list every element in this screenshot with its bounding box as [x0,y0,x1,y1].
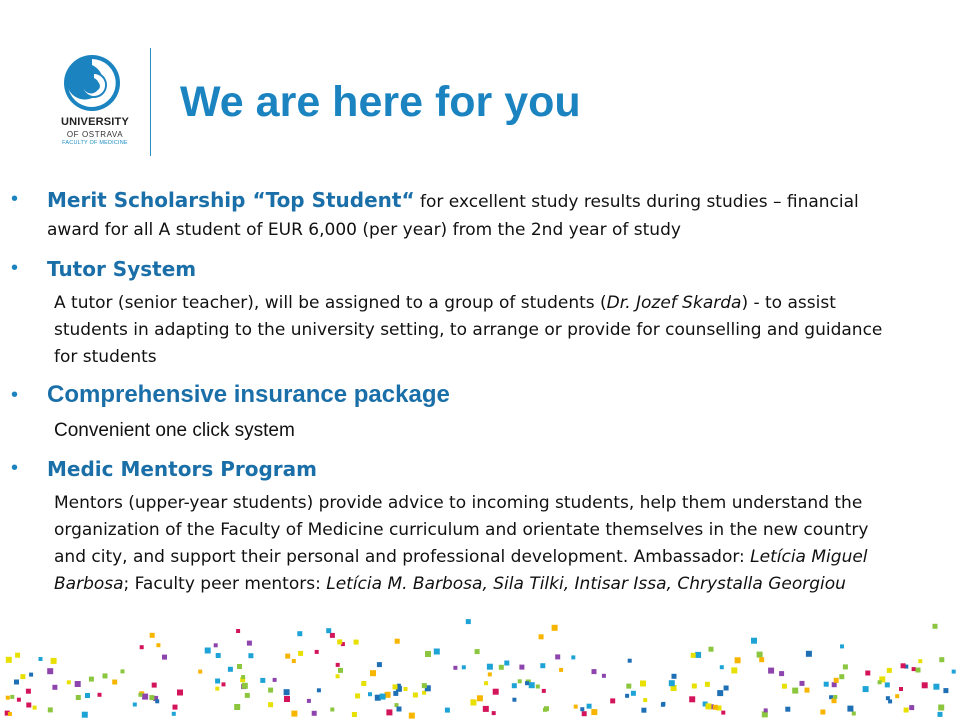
confetti-square [338,668,343,673]
bullet-icon: • [11,188,19,210]
confetti-square [326,628,331,633]
confetti-square [312,711,317,716]
confetti-square [234,704,240,710]
confetti-square [916,668,921,673]
confetti-square [404,687,408,691]
confetti-square [582,711,587,716]
confetti-square [706,703,712,709]
confetti-square [177,690,183,696]
confetti-square [539,634,544,639]
confetti-square [205,648,211,654]
confetti-square [721,711,725,715]
confetti-square [571,655,575,659]
confetti-square [156,643,160,647]
confetti-square [901,663,906,668]
confetti-square [297,631,302,636]
confetti-square [354,640,359,645]
confetti-square [938,705,944,711]
confetti-square [631,691,636,696]
confetti-square [307,699,311,703]
bullet-icon: • [11,384,19,406]
confetti-square [260,678,265,683]
confetti-square [291,711,297,717]
confetti-square [709,647,714,652]
ambassador-name: Letícia Miguel [750,547,868,567]
confetti-square [800,681,805,686]
confetti-square [152,683,157,688]
confetti-square [938,712,943,717]
logo-university-text: UNIVERSITY [60,116,129,128]
confetti-square [625,694,629,698]
confetti-square [724,686,729,691]
confetti-square [806,651,812,657]
mentors-line-3 [54,547,868,567]
confetti-square [544,706,549,711]
confetti-square [215,687,219,691]
confetti-square [863,686,869,692]
confetti-square [380,694,386,700]
confetti-square [29,673,33,677]
confetti-square [8,712,12,716]
confetti-square [878,680,882,684]
confetti-square [695,652,701,658]
confetti-square [413,693,418,698]
confetti-square [512,683,517,688]
confetti-square [236,629,240,633]
confetti-square [397,707,402,712]
confetti-square [33,706,37,710]
tutor-system-line-1 [54,293,836,313]
confetti-square [689,696,695,702]
confetti-square [142,694,148,700]
confetti-square [51,658,57,664]
confetti-square [172,712,176,716]
confetti-square [552,625,558,631]
confetti-square [610,698,615,703]
confetti-square [222,682,226,686]
confetti-square [395,639,400,644]
confetti-square [933,624,938,629]
confetti-square [292,659,296,663]
confetti-decoration [0,615,960,720]
confetti-square [52,685,57,690]
confetti-square [779,671,784,676]
confetti-square [484,681,488,685]
confetti-square [14,680,19,685]
confetti-square [720,665,724,669]
confetti-square [445,708,450,713]
confetti-square [759,657,764,662]
confetti-square [525,681,529,685]
logo-ostrava-text: OF OSTRAVA [66,130,124,139]
confetti-square [273,678,277,682]
mentors-line-1: Mentors (upper-year students) provide advice to incoming students, help them understand the [54,493,863,513]
confetti-square [661,703,665,707]
confetti-square [640,681,646,687]
mentors-line-4-text: ; Faculty peer mentors: [123,574,327,594]
confetti-square [717,690,723,696]
page-title: We are here for you [180,78,581,126]
confetti-square [39,657,43,661]
confetti-square [245,693,250,698]
tutor-line-1-text: A tutor (senior teacher), will be assigned to a group of students ( [54,293,607,313]
confetti-square [628,659,632,663]
confetti-square [317,688,321,692]
confetti-square [839,674,844,679]
confetti-square [512,698,516,702]
confetti-square [315,650,319,654]
confetti-square [121,669,125,673]
confetti-square [757,652,763,658]
confetti-square [268,702,273,707]
confetti-square [751,638,757,644]
merit-scholarship-heading [47,188,859,212]
confetti-square [542,689,546,693]
medic-mentors-heading: Medic Mentors Program [47,457,317,481]
confetti-square [943,688,948,693]
confetti-square [692,684,697,689]
confetti-square [713,705,718,710]
confetti-square [499,665,504,670]
confetti-square [792,688,798,694]
confetti-square [162,655,167,660]
confetti-square [10,695,14,699]
confetti-square [865,671,870,676]
confetti-square [529,682,535,688]
confetti-square [241,675,245,679]
confetti-square [626,684,631,689]
merit-scholarship-line-2: award for all A student of EUR 6,000 (per year) from the 2nd year of study [47,220,681,240]
confetti-square [820,710,825,715]
tutor-system-line-3: for students [54,347,157,367]
insurance-heading: Comprehensive insurance package [47,381,450,408]
confetti-square [47,668,53,674]
confetti-square [462,665,466,669]
confetti-square [952,670,956,674]
confetti-square [268,688,273,693]
confetti-square [103,673,108,678]
confetti-square [409,713,415,719]
confetti-square [555,654,560,659]
confetti-square [26,689,31,694]
confetti-square [48,707,53,712]
confetti-square [386,709,392,715]
confetti-square [592,669,597,674]
confetti-square [559,668,563,672]
confetti-square [133,703,137,707]
confetti-square [852,712,856,716]
bullet-icon: • [11,457,19,479]
tutor-line-1-text-end: ) - to assist [741,293,836,313]
confetti-square [355,693,360,698]
confetti-square [540,663,545,668]
confetti-square [247,641,252,646]
confetti-square [453,666,457,670]
confetti-square [580,707,584,711]
confetti-square [284,689,290,695]
confetti-square [149,695,154,700]
confetti-square [834,678,839,683]
confetti-square [731,667,737,673]
confetti-square [488,672,492,676]
confetti-square [641,708,646,713]
confetti-square [519,665,524,670]
confetti-square [912,667,916,671]
ambassador-surname: Barbosa [54,574,124,594]
confetti-square [82,712,88,718]
confetti-square [847,706,853,712]
confetti-square [352,712,357,717]
confetti-square [591,709,597,715]
confetti-square [536,685,540,689]
confetti-square [198,670,202,674]
confetti-square [885,682,890,687]
confetti-square [242,683,248,689]
confetti-square [833,695,837,699]
confetti-square [112,680,117,685]
confetti-square [361,681,366,686]
confetti-square [895,694,899,698]
confetti-square [140,645,144,649]
confetti-square [466,619,471,624]
confetti-square [785,707,790,712]
mentors-line-2: organization of the Faculty of Medicine curriculum and orientate themselves in the new country [54,520,869,540]
confetti-square [285,654,290,659]
confetti-square [155,699,159,703]
confetti-square [138,693,142,697]
confetti-square [330,633,335,638]
confetti-square [76,695,81,700]
confetti-square [909,705,914,710]
confetti-square [493,689,499,695]
confetti-square [228,667,233,672]
confetti-square [672,674,677,679]
tutor-system-line-2: students in adapting to the university setting, to arrange or provide for counselling and guidance [54,320,883,340]
confetti-square [98,693,102,697]
confetti-square [6,696,10,700]
confetti-square [215,679,220,684]
confetti-square [216,653,221,658]
confetti-square [336,674,340,678]
confetti-square [434,649,440,655]
confetti-square [643,698,647,702]
confetti-square [832,682,837,687]
confetti-square [248,653,253,658]
insurance-line-1: Convenient one click system [54,420,295,441]
confetti-square [336,663,340,667]
confetti-square [669,680,675,686]
confetti-square [888,699,892,703]
confetti-square [487,664,493,670]
merit-scholarship-title: Merit Scholarship “Top Student“ [47,188,415,212]
confetti-square [214,643,218,647]
confetti-square [504,661,509,666]
confetti-square [393,684,398,689]
tutor-system-heading: Tutor System [47,257,197,281]
confetti-square [705,682,710,687]
confetti-square [824,682,829,687]
confetti-square [933,684,939,690]
confetti-square [368,692,372,696]
confetti-square [843,664,848,669]
confetti-square [425,651,431,657]
bullet-icon: • [11,257,19,279]
confetti-square [691,653,696,658]
confetti-square [477,695,483,701]
confetti-square [735,657,741,663]
confetti-square [840,644,844,648]
confetti-square [298,651,303,656]
confetti-square [67,680,71,684]
confetti-square [237,664,242,669]
confetti-square [422,683,427,688]
confetti-square [150,633,155,638]
confetti-square [370,670,376,676]
confetti-square [15,653,20,658]
confetti-square [768,668,774,674]
logo-faculty-text: FACULTY OF MEDICINE [62,140,128,146]
confetti-square [918,659,922,663]
confetti-square [518,679,522,683]
confetti-square [75,681,81,687]
confetti-square [475,649,480,654]
confetti-square [587,704,592,709]
confetti-square [26,703,31,708]
confetti-square [899,687,903,691]
mentors-line-3-text: and city, and support their personal and professional development. Ambassador: [54,547,751,567]
confetti-square [492,711,496,715]
confetti-square [574,705,578,709]
confetti-square [904,708,909,713]
confetti-square [17,698,21,702]
confetti-square [922,682,928,688]
confetti-square [173,705,178,710]
confetti-square [284,696,290,702]
confetti-square [20,674,25,679]
confetti-square [782,684,787,689]
confetti-square [89,677,94,682]
confetti-square [377,662,382,667]
confetti-square [337,639,342,644]
confetti-square [6,657,12,663]
confetti-square [764,708,768,712]
confetti-square [602,674,606,678]
merit-scholarship-inline-text: for excellent study results during studies – financial [414,192,859,212]
confetti-square [330,708,334,712]
tutor-name: Dr. Jozef Skarda [606,293,742,313]
confetti-square [483,706,489,712]
confetti-square [939,657,944,662]
peer-mentor-names: Letícia M. Barbosa, Sila Tilki, Intisar Issa, Chrystalla Georgiou [326,574,846,594]
confetti-square [85,693,90,698]
mentors-line-4 [54,574,846,594]
confetti-square [887,668,892,673]
confetti-square [470,700,476,706]
confetti-square [805,688,810,693]
